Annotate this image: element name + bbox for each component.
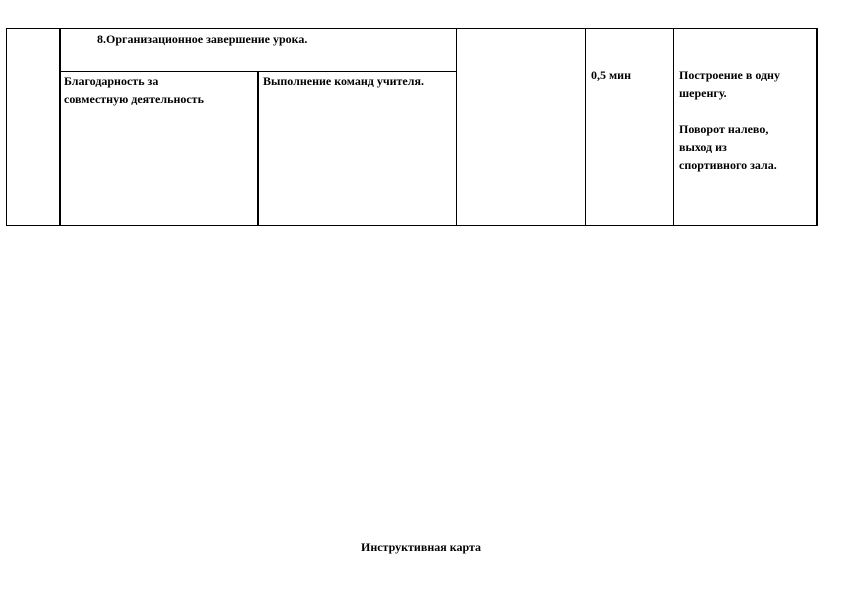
table-divider-col3: [456, 28, 457, 226]
student-actions: Выполнение команд учителя.: [263, 74, 424, 88]
document-title: Инструктивная карта: [360, 540, 482, 554]
table-divider-col1: [59, 28, 61, 226]
time-duration: 0,5 мин: [591, 68, 632, 82]
notes-para2-line1: Поворот налево,: [679, 122, 769, 136]
notes-spacer: [679, 102, 814, 120]
table-border-top: [6, 28, 818, 29]
table-border-left: [6, 28, 7, 226]
notes-para1-line2: шеренгу.: [679, 86, 727, 100]
organization-notes: [679, 66, 814, 174]
table-border-bottom: [6, 225, 818, 226]
section-heading: 8.Организационное завершение урока.: [97, 32, 308, 46]
table-divider-col5: [673, 28, 674, 226]
activity-description: [64, 72, 254, 108]
table-divider-col4: [585, 28, 586, 226]
activity-description-line1: Благодарность за: [64, 74, 159, 88]
activity-description-line2: совместную деятельность: [64, 92, 204, 106]
notes-para1-line1: Построение в одну: [679, 68, 780, 82]
notes-para2-line2: выход из: [679, 140, 727, 154]
table-divider-col2: [257, 71, 259, 226]
notes-para2-line3: спортивного зала.: [679, 158, 777, 172]
table-border-right: [816, 28, 818, 226]
